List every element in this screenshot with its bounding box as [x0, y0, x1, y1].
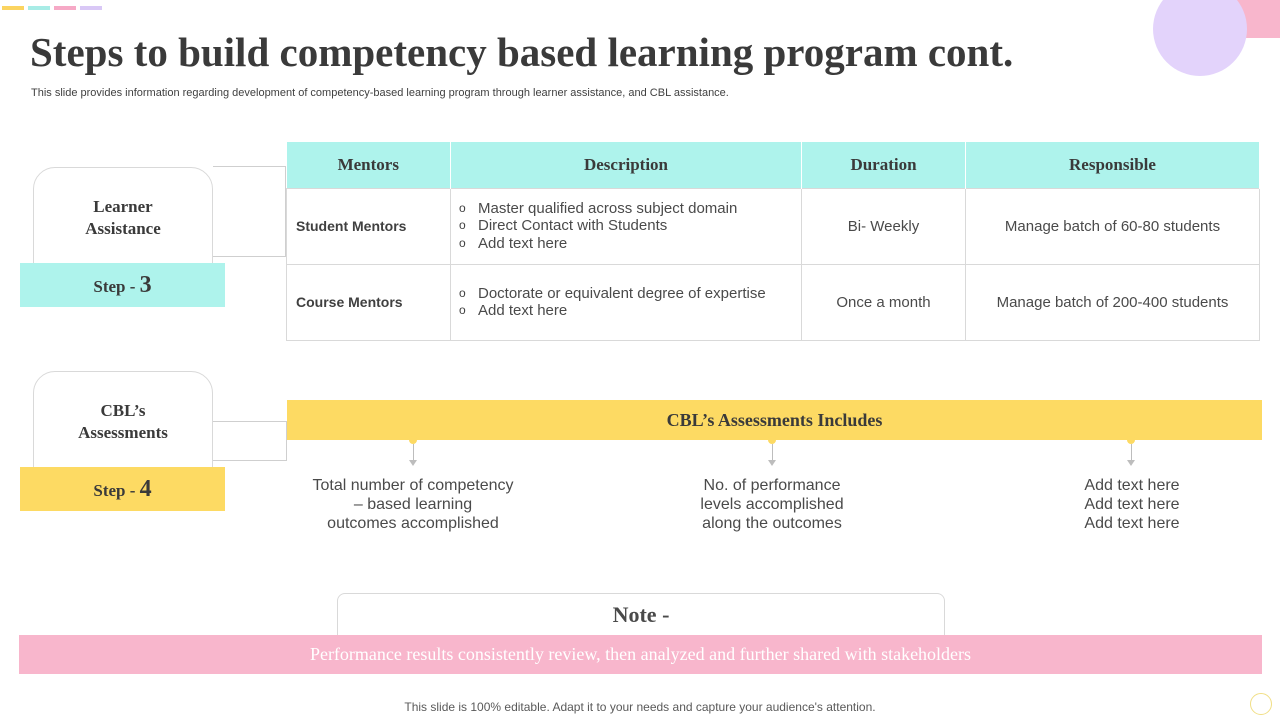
- description-text: Master qualified across subject domain: [478, 199, 738, 217]
- connector-step4-band: [213, 421, 287, 461]
- assessment-line: levels accomplished: [700, 496, 844, 513]
- description-item: [459, 235, 801, 253]
- description-item: [459, 302, 801, 320]
- header-mentors: Mentors: [287, 142, 451, 188]
- bullet-icon: o: [459, 303, 466, 317]
- step-number: 4: [139, 476, 152, 502]
- description-text: Direct Contact with Students: [478, 217, 668, 235]
- step-word: Step -: [93, 481, 140, 500]
- mentor-duration: Once a month: [802, 264, 966, 340]
- connector-step3-table: [213, 166, 286, 257]
- corner-circle-decoration: [1250, 693, 1272, 715]
- mentors-table: [286, 142, 1260, 341]
- header-duration: Duration: [802, 142, 966, 188]
- timeline-dot: [768, 436, 776, 444]
- assessment-line: along the outcomes: [702, 515, 842, 532]
- assessment-line: outcomes accomplished: [327, 515, 499, 532]
- step-label-line2: Assessments: [78, 423, 168, 442]
- step-label-line1: CBL’s: [100, 401, 146, 420]
- description-text: Add text here: [478, 234, 568, 252]
- description-item: [459, 217, 801, 235]
- arrow-down-icon: [1127, 460, 1135, 466]
- mentor-duration: Bi- Weekly: [802, 188, 966, 264]
- mentor-description: [451, 264, 802, 340]
- table-header-row: [287, 142, 1260, 188]
- header-responsible: Responsible: [966, 142, 1260, 188]
- assessment-line: – based learning: [353, 496, 473, 513]
- mentor-name: Student Mentors: [287, 188, 451, 264]
- page-subtitle: This slide provides information regarding development of competency-based learning program through learner assistance, and CBL assistance.: [31, 87, 729, 99]
- bullet-icon: o: [459, 200, 466, 215]
- table-row: [287, 188, 1260, 264]
- note-text: Performance results consistently review, then analyzed and further shared with stakeholders: [19, 635, 1262, 674]
- description-text: Doctorate or equivalent degree of expertise: [478, 284, 766, 302]
- step-label-line1: Learner: [93, 197, 153, 216]
- bullet-icon: o: [459, 235, 466, 250]
- mentor-responsible: Manage batch of 60-80 students: [966, 188, 1260, 264]
- assessment-line: Add text here: [1084, 477, 1180, 494]
- assessments-heading: CBL’s Assessments Includes: [287, 400, 1262, 440]
- note-title: Note -: [612, 602, 670, 627]
- assessment-line: Total number of competency: [312, 477, 514, 494]
- description-text: Add text here: [478, 302, 568, 319]
- step-4-band: [20, 467, 225, 511]
- mentor-name: Course Mentors: [287, 264, 451, 340]
- arrow-down-icon: [409, 460, 417, 466]
- description-item: [459, 200, 801, 218]
- accent-bar-yellow: [2, 6, 24, 10]
- mentor-responsible: Manage batch of 200-400 students: [966, 264, 1260, 340]
- accent-bar-teal: [28, 6, 50, 10]
- table-row: [287, 264, 1260, 340]
- footer-text: This slide is 100% editable. Adapt it to your needs and capture your audience's attention.: [404, 700, 876, 714]
- assessment-item-2: [652, 476, 892, 533]
- bullet-icon: o: [459, 285, 466, 300]
- assessment-line: Add text here: [1084, 515, 1180, 532]
- step-card-learner-assistance: [33, 167, 213, 277]
- timeline-dot: [409, 436, 417, 444]
- step-label-line2: Assistance: [85, 219, 161, 238]
- bullet-icon: o: [459, 218, 466, 233]
- accent-bar-lavender: [80, 6, 102, 10]
- corner-lavender-circle: [1153, 0, 1247, 76]
- assessment-item-3: [1012, 476, 1252, 533]
- description-item: [459, 285, 801, 303]
- step-3-band: [20, 263, 225, 307]
- assessment-line: No. of performance: [703, 477, 841, 494]
- step-word: Step -: [93, 277, 140, 296]
- arrow-down-icon: [768, 460, 776, 466]
- timeline-dot: [1127, 436, 1135, 444]
- assessment-item-1: [293, 476, 533, 533]
- accent-bar-pink: [54, 6, 76, 10]
- header-description: Description: [451, 142, 802, 188]
- page-title: Steps to build competency based learning program cont.: [30, 29, 1014, 75]
- step-number: 3: [139, 272, 152, 298]
- assessment-line: Add text here: [1084, 496, 1180, 513]
- step-card-cbl-assessments: [33, 371, 213, 481]
- mentor-description: [451, 188, 802, 264]
